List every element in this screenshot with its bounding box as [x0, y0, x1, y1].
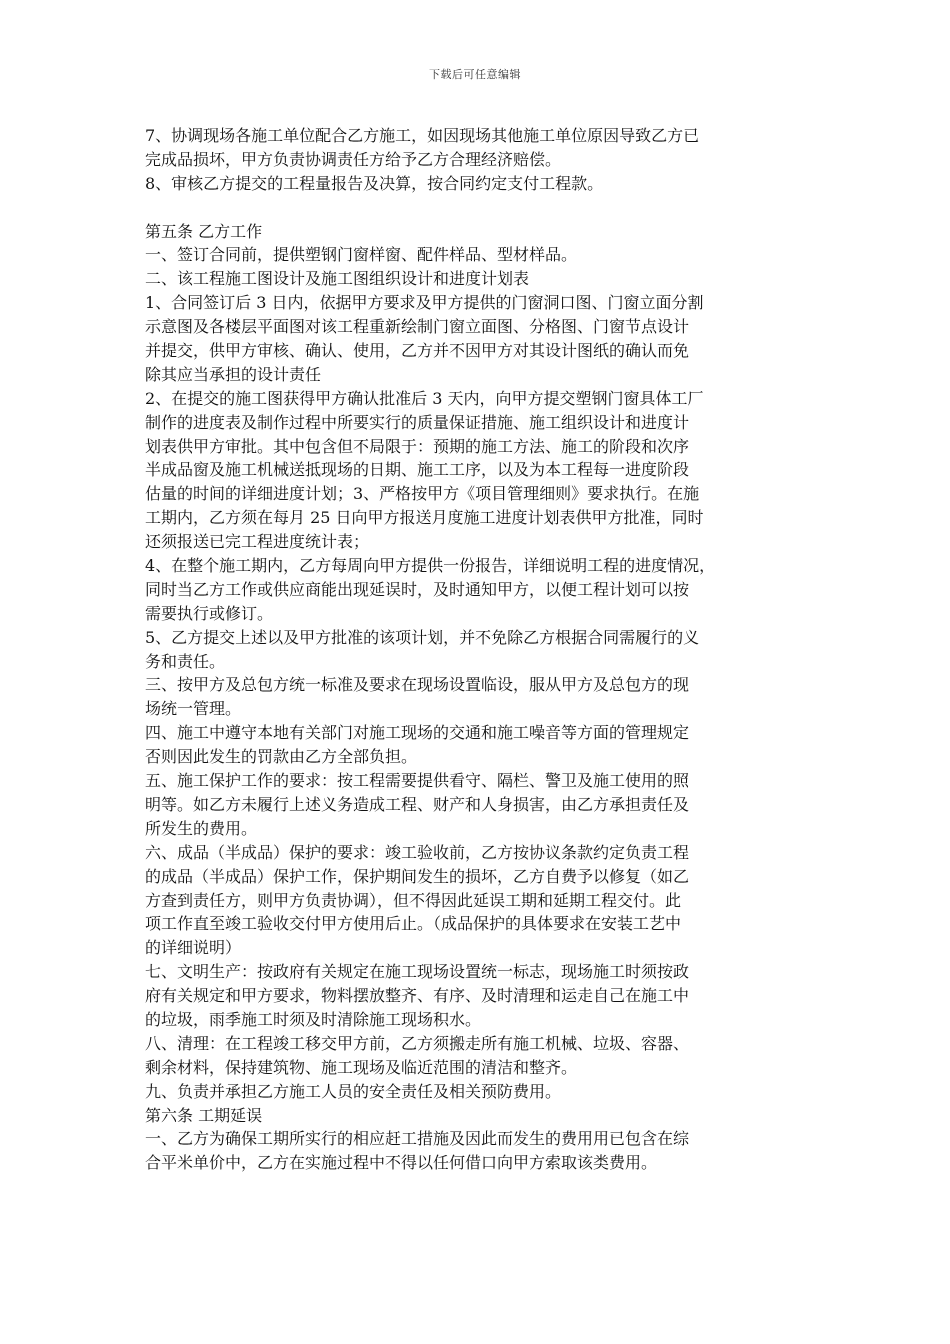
text-line: 需要执行或修订。: [145, 603, 274, 623]
text-line: 划表供甲方审批。其中包含但不局限于：预期的施工方法、施工的阶段和次序: [145, 436, 690, 456]
text-line: 项工作直至竣工验收交付甲方使用后止。（成品保护的具体要求在安装工艺中: [145, 914, 682, 934]
text-line: 并提交，供甲方审核、确认、使用，乙方并不因甲方对其设计图纸的确认而免: [145, 341, 690, 361]
text-line: 还须报送已完工程进度统计表；: [145, 532, 370, 552]
text-line: 五、施工保护工作的要求：按工程需要提供看守、隔栏、警卫及施工使用的照: [145, 771, 690, 791]
blank-line: [145, 196, 807, 220]
text-line: 方查到责任方，则甲方负责协调），但不得因此延误工期和延期工程交付。此: [145, 890, 682, 910]
text-line: 八、清理：在工程竣工移交甲方前，乙方须搬走所有施工机械、垃圾、容器、: [145, 1033, 690, 1053]
text-line: 二、该工程施工图设计及施工图组织设计和进度计划表: [145, 269, 530, 289]
text-line: 完成品损坏，甲方负责协调责任方给予乙方合理经济赔偿。: [145, 149, 562, 169]
document-body: [145, 124, 807, 1175]
text-line: 5、乙方提交上述以及甲方批准的该项计划，并不免除乙方根据合同需履行的义: [145, 627, 700, 647]
text-line: 制作的进度表及制作过程中所要实行的质量保证措施、施工组织设计和进度计: [145, 412, 690, 432]
text-line: 所发生的费用。: [145, 818, 258, 838]
text-line: 半成品窗及施工机械送抵现场的日期、施工工序，以及为本工程每一进度阶段: [145, 460, 690, 480]
text-line: 估量的时间的详细进度计划；3、严格按甲方《项目管理细则》要求执行。在施: [145, 484, 700, 504]
text-line: 七、文明生产：按政府有关规定在施工现场设置统一标志，现场施工时须按政: [145, 962, 690, 982]
text-line: 工期内，乙方须在每月 25 日向甲方报送月度施工进度计划表供甲方批准，同时: [145, 508, 704, 528]
page-header: 下载后可任意编辑: [429, 68, 521, 81]
text-line: 合平米单价中，乙方在实施过程中不得以任何借口向甲方索取该类费用。: [145, 1153, 658, 1173]
text-line: 除其应当承担的设计责任: [145, 364, 322, 384]
text-line: 九、负责并承担乙方施工人员的安全责任及相关预防费用。: [145, 1081, 562, 1101]
text-line: 第六条 工期延误: [145, 1105, 263, 1125]
text-line: 否则因此发生的罚款由乙方全部负担。: [145, 747, 418, 767]
text-line: 三、按甲方及总包方统一标准及要求在现场设置临设，服从甲方及总包方的现: [145, 675, 690, 695]
text-line: 第五条 乙方工作: [145, 221, 263, 241]
text-line: 场统一管理。: [145, 699, 242, 719]
text-line: 务和责任。: [145, 651, 226, 671]
text-line: 4、在整个施工期内，乙方每周向甲方提供一份报告，详细说明工程的进度情况，: [145, 556, 716, 576]
text-line: 一、乙方为确保工期所实行的相应赶工措施及因此而发生的费用用已包含在综: [145, 1129, 690, 1149]
text-line: 的详细说明）: [145, 938, 242, 958]
text-line: 2、在提交的施工图获得甲方确认批准后 3 天内，向甲方提交塑钢门窗具体工厂: [145, 388, 704, 408]
text-line: 剩余材料，保持建筑物、施工现场及临近范围的清洁和整齐。: [145, 1057, 578, 1077]
text-line: 四、施工中遵守本地有关部门对施工现场的交通和施工噪音等方面的管理规定: [145, 723, 690, 743]
text-line: 示意图及各楼层平面图对该工程重新绘制门窗立面图、分格图、门窗节点设计: [145, 317, 690, 337]
text-line: 的垃圾，雨季施工时须及时清除施工现场积水。: [145, 1009, 482, 1029]
text-line: 一、签订合同前，提供塑钢门窗样窗、配件样品、型材样品。: [145, 245, 578, 265]
text-line: 1、合同签订后 3 日内，依据甲方要求及甲方提供的门窗洞口图、门窗立面分割: [145, 293, 704, 313]
text-line: 府有关规定和甲方要求，物料摆放整齐、有序、及时清理和运走自己在施工中: [145, 986, 690, 1006]
text-line: 同时当乙方工作或供应商能出现延误时，及时通知甲方，以便工程计划可以按: [145, 579, 690, 599]
text-line: 8、审核乙方提交的工程量报告及决算，按合同约定支付工程款。: [145, 173, 604, 193]
text-line: 明等。如乙方未履行上述义务造成工程、财产和人身损害，由乙方承担责任及: [145, 794, 690, 814]
text-line: 的成品（半成品）保护工作，保护期间发生的损坏，乙方自费予以修复（如乙: [145, 866, 690, 886]
text-line: 7、协调现场各施工单位配合乙方施工，如因现场其他施工单位原因导致乙方已: [145, 126, 700, 145]
text-line: 六、成品（半成品）保护的要求：竣工验收前，乙方按协议条款约定负责工程: [145, 842, 690, 862]
